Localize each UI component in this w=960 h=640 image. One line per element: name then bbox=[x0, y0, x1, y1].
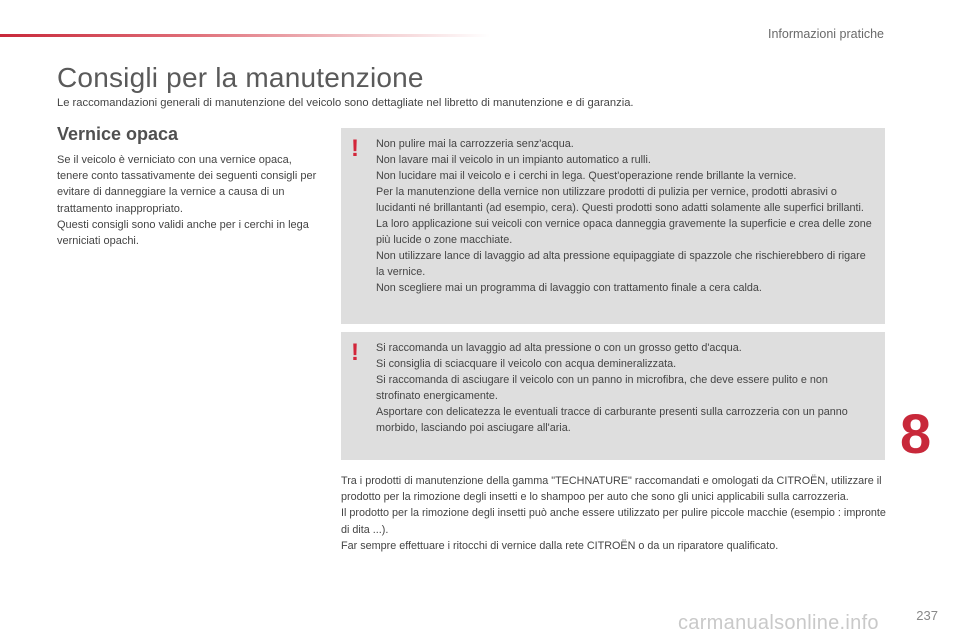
paragraph: Il prodotto per la rimozione degli insetti può anche essere utilizzato per pulire piccole macchie (esempio : impronte di dita ...). bbox=[341, 507, 886, 536]
warning-box bbox=[341, 128, 885, 324]
left-column-body bbox=[57, 152, 325, 249]
paragraph: Tra i prodotti di manutenzione della gamma "TECHNATURE" raccomandati e omologati da CITROËN, utilizzare il prodotto per la rimozione degli insetti e lo shampoo per auto che sono gli unici applicabili sulla carrozzeria. bbox=[341, 475, 882, 504]
header-accent-bar bbox=[0, 34, 490, 37]
products-text bbox=[341, 473, 889, 554]
paragraph: Far sempre effettuare i ritocchi di vernice dalla rete CITROËN o da un riparatore qualificato. bbox=[341, 539, 779, 552]
section-title: Informazioni pratiche bbox=[767, 27, 884, 41]
chapter-number: 8 bbox=[900, 402, 932, 465]
warning-line: Si consiglia di sciacquare il veicolo con acqua demineralizzata. bbox=[376, 358, 677, 370]
warning-line: Non pulire mai la carrozzeria senz'acqua. bbox=[376, 138, 574, 150]
intro-text: Le raccomandazioni generali di manutenzione del veicolo sono dettagliate nel libretto di manutenzione e di garanzia. bbox=[57, 97, 634, 109]
watermark: carmanualsonline.info bbox=[678, 612, 879, 634]
paragraph: Questi consigli sono validi anche per i cerchi in lega verniciati opachi. bbox=[57, 218, 309, 248]
paragraph: Se il veicolo è verniciato con una vernice opaca, tenere conto tassativamente dei seguenti consigli per evitare di danneggiare la vernice a causa di un trattamento inappropriato. bbox=[57, 154, 317, 215]
warning-line: Non lavare mai il veicolo in un impianto automatico a rulli. bbox=[376, 154, 651, 166]
warning-box bbox=[341, 332, 885, 460]
page-title: Consigli per la manutenzione bbox=[57, 62, 424, 93]
warning-line: Si raccomanda un lavaggio ad alta pressione o con un grosso getto d'acqua. bbox=[376, 342, 742, 354]
exclamation-icon: ! bbox=[351, 339, 359, 366]
warning-line: Per la manutenzione della vernice non utilizzare prodotti di pulizia per vernice, prodotti abrasivi o lucidanti né brillantanti (ad esempio, cera). Questi prodotti sono adatti solamente alle superfici brillanti. La loro applicazione sui veicoli con vernice opaca danneggia gravemente la superficie e crea delle zone più lucide o zone macchiate. bbox=[376, 186, 872, 246]
warning-line: Non lucidare mai il veicolo e i cerchi in lega. Quest'operazione rende brillante la vernice. bbox=[376, 170, 797, 182]
page-number: 237 bbox=[916, 608, 938, 623]
exclamation-icon: ! bbox=[351, 135, 359, 162]
warning-line: Non scegliere mai un programma di lavaggio con trattamento finale a cera calda. bbox=[376, 282, 762, 294]
warning-line: Asportare con delicatezza le eventuali tracce di carburante presenti sulla carrozzeria con un panno morbido, lasciando poi asciugare all'aria. bbox=[376, 406, 848, 434]
warning-line: Non utilizzare lance di lavaggio ad alta pressione equipaggiate di spazzole che rischierebbero di rigare la vernice. bbox=[376, 250, 866, 278]
warning-line: Si raccomanda di asciugare il veicolo con un panno in microfibra, che deve essere pulito e non strofinato energicamente. bbox=[376, 374, 828, 402]
section-heading: Vernice opaca bbox=[57, 124, 179, 144]
